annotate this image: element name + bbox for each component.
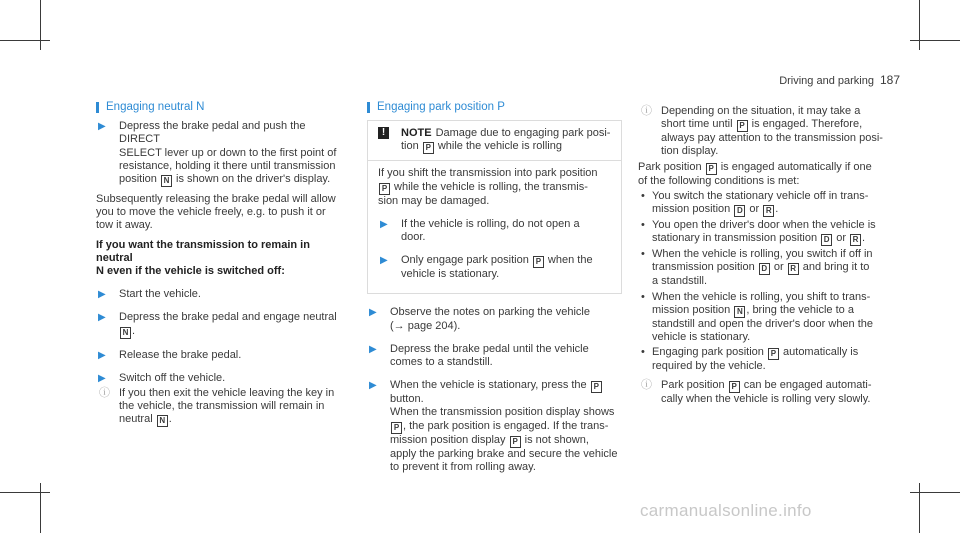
- crop-mark: [910, 492, 960, 493]
- step: ▶ Start the vehicle.: [98, 288, 201, 301]
- crop-mark: [919, 483, 920, 533]
- crop-mark: [40, 0, 41, 50]
- step: ▶ Depress the brake pedal and push the DIRECT SELECT lever up or down to the first point of resistance, holding it there until transmission position N is shown on the driver's display.: [98, 120, 337, 186]
- paragraph: Subsequently releasing the brake pedal will allow you to move the vehicle freely, e.g. to push it or tow it away.: [96, 193, 336, 232]
- gear-r-icon: R: [788, 263, 799, 275]
- note-body: If you shift the transmission into park position P while the vehicle is rolling, the transmis- sion may be damaged.: [378, 167, 598, 207]
- gear-p-icon: P: [533, 256, 544, 268]
- list-item: • You switch the stationary vehicle off in trans- mission position D or R .: [641, 189, 869, 216]
- gear-n-icon: N: [161, 175, 172, 187]
- watermark: carmanualsonline.info: [640, 501, 812, 520]
- step: ▶ If the vehicle is rolling, do not open a door.: [380, 217, 580, 244]
- crop-mark: [910, 40, 960, 41]
- heading-engaging-neutral: Engaging neutral N: [96, 101, 346, 114]
- bullet-icon: •: [641, 346, 645, 359]
- column-left: [96, 101, 346, 427]
- arrow-icon: ▶: [380, 255, 388, 267]
- arrow-icon: ▶: [98, 349, 106, 361]
- step: ▶ Observe the notes on parking the vehicle (→ page 204).: [369, 306, 590, 332]
- bullet-icon: •: [641, 290, 645, 303]
- gear-p-icon: P: [729, 381, 740, 393]
- gear-p-icon: P: [379, 183, 390, 195]
- gear-d-icon: D: [821, 234, 832, 246]
- gear-r-icon: R: [850, 234, 861, 246]
- info-icon: ⓘ: [641, 105, 652, 117]
- step: ▶ Switch off the vehicle.: [98, 371, 226, 384]
- gear-d-icon: D: [759, 263, 770, 275]
- column-middle: [367, 101, 622, 476]
- heading-engaging-park: Engaging park position P: [367, 101, 622, 114]
- page-number: 187: [879, 73, 900, 87]
- gear-p-icon: P: [737, 120, 748, 132]
- info-note: ⓘ If you then exit the vehicle leaving the key in the vehicle, the transmission will remain in neutral N .: [99, 387, 335, 426]
- column-right: [638, 101, 888, 407]
- note-header: ! NOTE Damage due to engaging park posi- tion P while the vehicle is rolling: [378, 127, 611, 154]
- arrow-icon: ▶: [369, 307, 377, 319]
- arrow-icon: ▶: [380, 218, 388, 230]
- info-icon: ⓘ: [99, 387, 110, 400]
- bullet-icon: •: [641, 248, 645, 261]
- info-note: ⓘ Park position P can be engaged automati- cally when the vehicle is rolling very slowly.: [641, 379, 872, 406]
- arrow-icon: ▶: [98, 289, 106, 301]
- gear-d-icon: D: [734, 205, 745, 217]
- info-note: ⓘ Depending on the situation, it may take a short time until P is engaged. Therefore, always pay attention to the transmission posi- tion display.: [641, 105, 883, 158]
- bullet-icon: •: [641, 189, 645, 202]
- note-box: [367, 120, 622, 294]
- divider: [368, 160, 621, 161]
- crop-mark: [0, 40, 50, 41]
- step: ▶ When the vehicle is stationary, press the P button. When the transmission position display shows P , the park position is engaged. If the trans- mission position display P is not shown, apply the parking brake and secure the vehicle to prevent it from rolling away.: [369, 379, 618, 473]
- list-item: • When the vehicle is rolling, you shift to trans- mission position N , bring the vehicle to a standstill and open the driver's door when the vehicle is stationary.: [641, 290, 874, 344]
- arrow-icon: ▶: [98, 121, 106, 133]
- page-reference[interactable]: page 204).: [404, 319, 461, 332]
- gear-n-icon: N: [120, 327, 131, 339]
- note-title: NOTE: [401, 127, 432, 140]
- arrow-icon: ▶: [369, 380, 377, 392]
- gear-p-icon: P: [706, 163, 717, 175]
- arrow-icon: ▶: [369, 343, 377, 355]
- info-icon: ⓘ: [641, 379, 652, 392]
- gear-r-icon: R: [763, 205, 774, 217]
- crop-mark: [0, 492, 50, 493]
- step: ▶ Release the brake pedal.: [98, 348, 242, 361]
- list-item: • You open the driver's door when the vehicle is stationary in transmission position D or R .: [641, 219, 876, 245]
- list-item: • When the vehicle is rolling, you switch if off in transmission position D or R and bring it to a standstill.: [641, 248, 873, 288]
- paragraph: Park position P is engaged automatically if one of the following conditions is met:: [638, 160, 872, 187]
- warning-icon: !: [378, 127, 389, 139]
- bullet-icon: •: [641, 219, 645, 232]
- gear-n-icon: N: [157, 415, 168, 427]
- arrow-icon: ▶: [98, 372, 106, 384]
- arrow-icon: ▶: [98, 312, 106, 324]
- step: ▶ Depress the brake pedal until the vehicle comes to a standstill.: [369, 342, 589, 369]
- crop-mark: [40, 483, 41, 533]
- gear-p-icon: P: [768, 348, 779, 360]
- page-header: [779, 74, 900, 88]
- step: ▶ Only engage park position P when the vehicle is stationary.: [380, 254, 593, 281]
- crop-mark: [919, 0, 920, 50]
- gear-n-icon: N: [734, 306, 745, 318]
- list-item: • Engaging park position P automatically is required by the vehicle.: [641, 346, 859, 373]
- gear-p-icon: P: [591, 381, 602, 393]
- cross-reference-arrow: →: [393, 319, 405, 332]
- gear-p-icon: P: [423, 142, 434, 154]
- subheading: If you want the transmission to remain in neutral N even if the vehicle is switched off:: [96, 238, 310, 278]
- section-title: Driving and parking: [779, 75, 874, 87]
- gear-p-icon: P: [391, 422, 402, 434]
- step: ▶ Depress the brake pedal and engage neutral N .: [98, 311, 337, 337]
- gear-p-icon: P: [510, 436, 521, 448]
